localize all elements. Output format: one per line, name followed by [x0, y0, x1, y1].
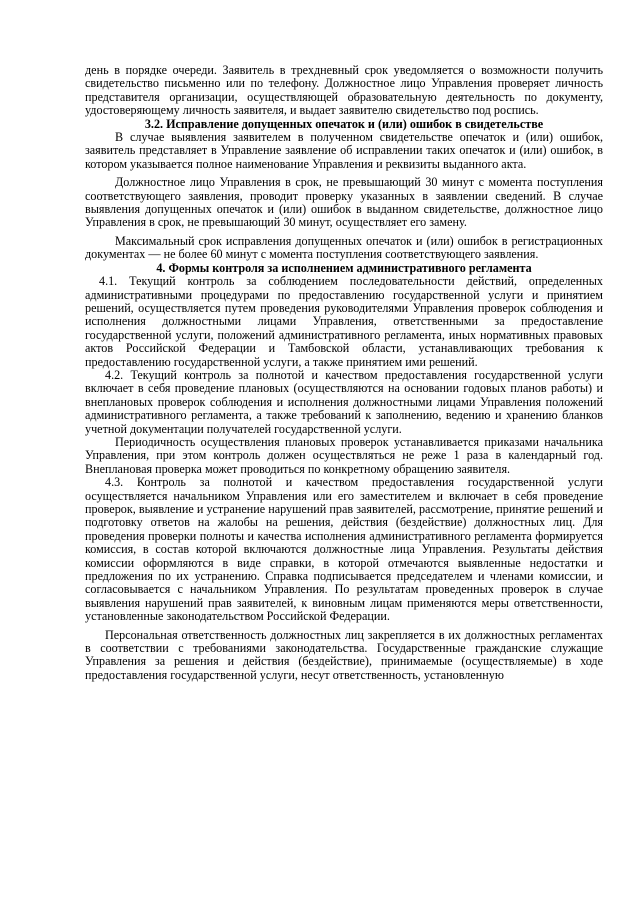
paragraph-periodicity: Периодичность осуществления плановых проверок устанавливается приказами начальника Управления, при этом контроль должен осуществляться не реже 1 раза в календарный год. Внеплановая проверка может проводиться по конкретному обращению заявителя. [85, 434, 603, 476]
paragraph-correction-check: Должностное лицо Управления в срок, не превышающий 30 минут с момента поступления соответствующего заявления, проводит проверку указанных в заявлении сведений. В случае выявления допущенных опечаток и (или) ошибок в выданном свидетельстве, должностное лицо Управления в срок, не превышающий 30 минут, осуществляет его замену. [85, 175, 603, 230]
paragraph-intro: день в порядке очереди. Заявитель в трехдневный срок уведомляется о возможности получить свидетельство письменно или по телефону. Должностное лицо Управления проверяет личность представителя организации, осуществляющей образовательную деятельность по документу, удостоверяющему личность заявителя, и выдает заявителю свидетельство под роспись. [85, 63, 603, 118]
paragraph-4-3: 4.3. Контроль за полнотой и качеством предоставления государственной услуги осуществляется начальником Управления или его заместителем и включает в себя проведение проверок, выявление и устранение нарушений прав заявителей, рассмотрение, принятие решений и подготовку ответов на жалобы на решения, действия (бездействие) должностных лиц. Для проведения проверки полноты и качества исполнения административного регламента формируется комиссия, в состав которой включаются должностные лица Управления. Результаты действия комиссии оформляются в виде справки, в которой отмечаются выявленные недостатки и предложения по их устранению. Справка подписывается председателем и членами комиссии, и согласовывается с начальником Управления. По результатам проведенных проверок в случае выявления нарушений прав заявителей, к виновным лицам применяются меры ответственности, установленные законодательством Российской Федерации. [85, 475, 603, 624]
paragraph-correction-term: Максимальный срок исправления допущенных опечаток и (или) ошибок в регистрационных документах — не более 60 минут с момента поступления соответствующего заявления. [85, 233, 603, 262]
paragraph-4-1: 4.1. Текущий контроль за соблюдением последовательности действий, определенных административными процедурами по предоставлению государственной услуги и принятием решений, осуществляется путем проведения руководителями Управления проверок соблюдения и исполнения должностными лицами Управления, ответственными за предоставление государственной услуги, положений административного регламента, иных нормативных правовых актов Российской Федерации и Тамбовской области, устанавливающих требования к предоставлению государственной услуги, а также принятием ими решений. [85, 274, 603, 369]
section-heading-3-2: 3.2. Исправление допущенных опечаток и (или) ошибок в свидетельстве [144, 116, 544, 131]
paragraph-responsibility: Персональная ответственность должностных лиц закрепляется в их должностных регламентах в соответствии с требованиями законодательства. Государственные гражданские служащие Управления за решения и действия (бездействие), принимаемые (осуществляемые) в ходе предоставления государственной услуги, несут ответственность, установленную [85, 627, 603, 682]
paragraph-correction-request: В случае выявления заявителем в полученном свидетельстве опечаток и (или) ошибок, заявитель представляет в Управление заявление об исправлении таких опечаток и (или) ошибок, в котором указывается полное наименование Управления и реквизиты выданного акта. [85, 130, 603, 171]
section-heading-4: 4. Формы контроля за исполнением административного регламента [156, 260, 532, 275]
paragraph-4-2: 4.2. Текущий контроль за полнотой и качеством предоставления государственной услуги включает в себя проведение плановых (осуществляются на основании годовых планов работы) и внеплановых проверок соблюдения и исполнения должностными лицами Управления положений административного регламента, а также требований к заполнению, ведению и хранению бланков учетной документации получателей государственной услуги. [85, 367, 603, 436]
document-body [85, 64, 603, 682]
